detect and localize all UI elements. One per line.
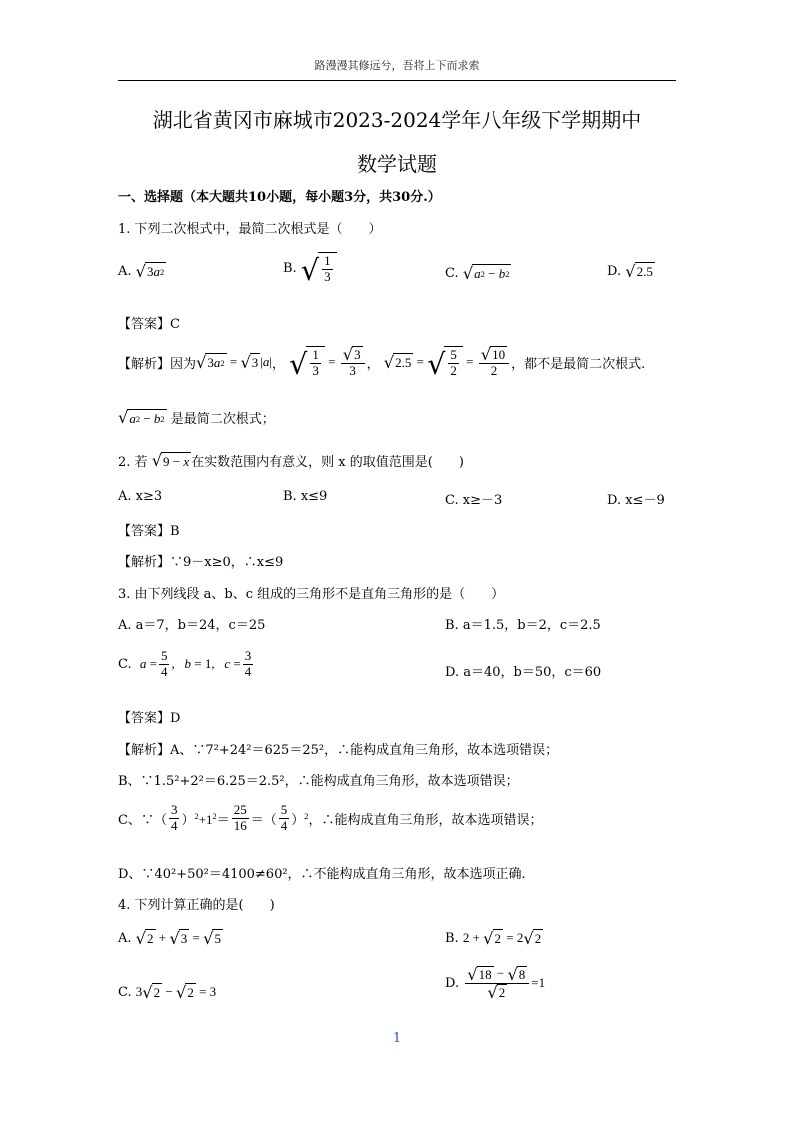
page-title: 湖北省黄冈市麻城市2023-2024学年八年级下学期期中 xyxy=(152,108,642,132)
sqrt-expression: √ 2.5 xyxy=(383,353,412,373)
q2-stem xyxy=(118,451,464,470)
q1-option-c xyxy=(445,264,511,282)
sqrt-expression: √ 2 xyxy=(483,928,502,948)
q3-option-c: C. a = $\frac{5}{4}$ , b = 1, c = $\frac{3}{4}$ xyxy=(118,648,252,679)
q3-analysis-c-suffix: ，∴能构成直角三角形，故本选项错误； xyxy=(308,812,543,828)
sqrt-expression: √ a 2 − b 2 xyxy=(118,408,165,428)
q3-option-b: B. a＝1.5，b＝2，c＝2.5 xyxy=(445,618,601,633)
fraction: $\frac{5}{4}$ xyxy=(280,802,288,833)
q2-stem-suffix: 在实数范围内有意义，则 x 的取值范围是( ) xyxy=(191,455,464,470)
sqrt-expression: √ 3 a 2 xyxy=(196,353,225,373)
q4-stem: 4. 下列计算正确的是( ) xyxy=(118,898,275,913)
q1-stem: 1. 下列二次根式中，最简二次根式是（ ） xyxy=(118,222,382,237)
q3-analysis-b: B、∵1.5²+2²＝6.25＝2.5²，∴能构成直角三角形，故本选项错误； xyxy=(118,774,519,789)
fraction: √ 10 2 xyxy=(479,346,509,379)
q3-analysis-d: D、∵40²+50²＝4100≠60²，∴不能构成直角三角形，故本选项正确. xyxy=(118,867,526,882)
q4-option-a-label: A. xyxy=(118,930,132,946)
q1-option-a xyxy=(118,262,166,280)
sqrt-expression: √ a 2 − b 2 xyxy=(462,263,510,283)
fraction: √ 3 3 xyxy=(341,346,365,379)
header-rule xyxy=(118,80,676,81)
q3-analysis-a: 【解析】A、∵7²+24²＝625＝25²，∴能构成直角三角形，故本选项错误； xyxy=(118,743,559,758)
q4-option-d: D. √ 18 − √ 8 √ 2 =1 xyxy=(445,964,546,1002)
fraction: $\frac{3}{4}$ xyxy=(244,648,252,679)
sqrt-expression: √ 3 xyxy=(169,928,188,948)
fraction: $\frac{5}{4}$ xyxy=(160,648,168,679)
fraction: $\frac{25}{16}$ xyxy=(233,802,247,833)
sqrt-expression: √ 9 − x xyxy=(151,451,190,471)
sqrt-expression: √ 3 xyxy=(240,353,259,373)
sqrt-expression: √ 2.5 xyxy=(625,261,653,281)
q1-analysis: 【解析】因为 √ 3 a 2 = √ 3 |a| ， √ $\frac{1}{3}$ = √ 3 3 ， √ 2.5 = √ $\frac{5}{2}$ = √ 10 2 ，都不是最简二次根式. xyxy=(118,344,646,382)
q1-option-d xyxy=(607,262,655,280)
q1-option-b-label: B. xyxy=(283,260,297,276)
q3-stem: 3. 由下列线段 a、b、c 组成的三角形不是直角三角形的是（ ） xyxy=(118,587,505,602)
q4-option-c-label: C. xyxy=(118,984,132,1000)
sqrt-expression: √ 5 xyxy=(203,928,221,948)
sqrt-expression: √ $\frac{1}{3}$ xyxy=(289,346,325,379)
q4-option-b-label: B. xyxy=(445,930,459,946)
q2-option-a: A. x≥3 xyxy=(118,489,163,504)
section-heading: 一、选择题（本大题共10小题，每小题3分，共30分.） xyxy=(118,190,441,205)
q3-answer: 【答案】D xyxy=(118,711,181,726)
q1-analysis-suffix: ，都不是最简二次根式. xyxy=(511,356,646,372)
sqrt-expression: √ 2 xyxy=(523,928,542,948)
sqrt-expression: √ 2 xyxy=(135,928,154,948)
q1-option-b xyxy=(283,252,337,288)
sqrt-expression: √ 2 xyxy=(175,982,194,1002)
page-subtitle: 数学试题 xyxy=(357,152,437,176)
q1-analysis-line2 xyxy=(118,408,275,427)
q3-option-c-label: C. xyxy=(118,656,132,672)
q3-analysis-c-prefix: C、∵（ xyxy=(118,812,167,828)
sqrt-expression: √ $\frac{5}{2}$ xyxy=(427,346,463,379)
q3-analysis-c: C、∵（ $\frac{3}{4}$ ）$^2+1^2=$ $\frac{25}{16}$ ＝（ $\frac{5}{4}$ ）$^2$ ，∴能构成直角三角形，故本选项错误； xyxy=(118,802,543,833)
q1-answer: 【答案】C xyxy=(118,317,180,332)
q2-option-d: D. x≤－9 xyxy=(607,493,665,508)
q1-option-a-label: A. xyxy=(118,263,132,279)
fraction: √ 18 − √ 8 √ 2 xyxy=(465,966,529,1001)
q4-option-d-label: D. xyxy=(445,975,460,991)
q1-analysis-line2-text: 是最简二次根式； xyxy=(170,412,275,427)
sqrt-expression: √ 2 xyxy=(142,982,161,1002)
q3-option-a: A. a＝7，b＝24，c＝25 xyxy=(118,618,266,633)
q1-analysis-prefix: 【解析】因为 xyxy=(118,356,197,372)
q4-option-b: B. 2 + √ 2 = 2 √ 2 xyxy=(445,928,542,948)
q2-analysis: 【解析】∵9－x≥0，∴x≤9 xyxy=(118,555,284,570)
sqrt-expression: √ 3 a 2 xyxy=(135,261,165,281)
page-header-motto: 路漫漫其修远兮，吾将上下而求索 xyxy=(314,59,480,72)
q4-option-c: C. 3 √ 2 − √ 2 = 3 xyxy=(118,982,217,1002)
page-number: 1 xyxy=(392,1031,402,1046)
sqrt-expression: √ $\frac{1}{3}$ xyxy=(301,252,337,285)
fraction: $\frac{3}{4}$ xyxy=(170,802,178,833)
q4-option-a: A. √ 2 + √ 3 = √ 5 xyxy=(118,928,221,948)
q1-option-c-label: C. xyxy=(445,265,459,281)
q1-option-d-label: D. xyxy=(607,263,622,279)
q2-option-c: C. x≥－3 xyxy=(445,493,503,508)
q3-option-d: D. a＝40，b＝50，c＝60 xyxy=(445,665,602,680)
q2-option-b: B. x≤9 xyxy=(283,489,328,504)
q2-stem-prefix: 2. 若 xyxy=(118,455,148,470)
q2-answer: 【答案】B xyxy=(118,524,180,539)
